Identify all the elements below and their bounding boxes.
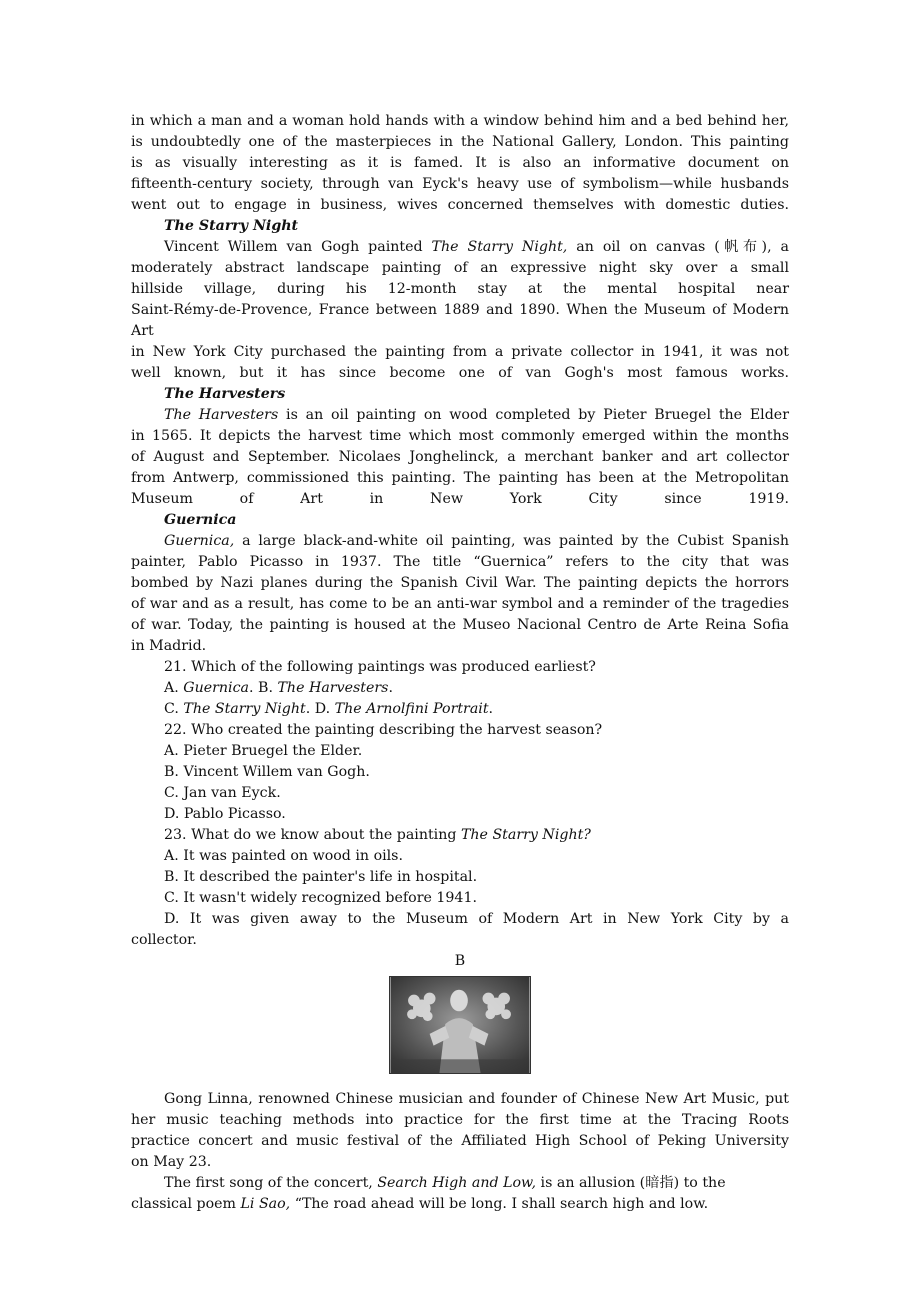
question-23-option: A. It was painted on wood in oils. [164, 848, 403, 864]
guernica-line: Guernica, a large black-and-white oil painting, was painted by the Cubist Spanish [164, 533, 789, 549]
performer-photo [389, 976, 531, 1074]
question-23-stem: 23. What do we know about the painting The Starry Night? [164, 827, 591, 843]
heading-harvesters: The Harvesters [164, 386, 286, 402]
section-b-label: B [454, 953, 466, 969]
question-23-option: B. It described the painter's life in hospital. [164, 869, 478, 885]
question-21-options-ab: A. Guernica. B. The Harvesters. [164, 680, 393, 696]
guernica-line: in Madrid. [131, 638, 207, 654]
starry-line: hillside village, during his 12-month stay at the mental hospital near [131, 281, 789, 297]
paragraph-b2-line: classical poem Li Sao, “The road ahead will be long. I shall search high and low. [131, 1196, 709, 1212]
paragraph-b1-line: on May 23. [131, 1154, 212, 1170]
intro-line: fifteenth-century society, through van Eyck's heavy use of symbolism—while husbands [131, 176, 789, 192]
title-em: The Starry Night, [431, 239, 568, 255]
question-23-option: collector. [131, 932, 197, 948]
question-22-option: B. Vincent Willem van Gogh. [164, 764, 370, 780]
question-23-option: D. It was given away to the Museum of Modern Art in New York City by a [164, 911, 789, 927]
harvesters-line: from Antwerp, commissioned this painting. The painting has been at the Metropolitan [131, 470, 789, 486]
starry-line: Vincent Willem van Gogh painted The Starry Night, an oil on canvas (帆布), a [164, 239, 790, 255]
intro-line: in which a man and a woman hold hands with a window behind him and a bed behind her, [131, 113, 789, 129]
heading-starry-night: The Starry Night [164, 218, 299, 234]
starry-line: well known, but it has since become one of van Gogh's most famous works. [131, 365, 789, 381]
harvesters-line: of August and September. Nicolaes Jonghelinck, a merchant banker and art collector [131, 449, 789, 465]
guernica-line: of war. Today, the painting is housed at the Museo Nacional Centro de Arte Reina Sofia [131, 617, 789, 633]
starry-line: in New York City purchased the painting from a private collector in 1941, it was not [131, 344, 789, 360]
title-em: The Harvesters [164, 407, 279, 423]
paragraph-b1-line: her music teaching methods into practice for the first time at the Tracing Roots [131, 1112, 789, 1128]
question-22-stem: 22. Who created the painting describing the harvest season? [164, 722, 603, 738]
intro-line: is undoubtedly one of the masterpieces in the National Gallery, London. This painting [131, 134, 789, 150]
question-23-option: C. It wasn't widely recognized before 1941. [164, 890, 477, 906]
paragraph-b2-line: The first song of the concert, Search High and Low, is an allusion (暗指) to the [164, 1175, 726, 1191]
intro-line: is as visually interesting as it is famed. It is also an informative document on [131, 155, 789, 171]
heading-guernica: Guernica [164, 512, 237, 528]
harvesters-line: Museum of Art in New York City since 1919. [131, 491, 789, 507]
paragraph-b1-line: Gong Linna, renowned Chinese musician and founder of Chinese New Art Music, put [164, 1091, 789, 1107]
question-21-stem: 21. Which of the following paintings was produced earliest? [164, 659, 596, 675]
document-page [131, 111, 789, 1215]
harvesters-line: The Harvesters is an oil painting on wood completed by Pieter Bruegel the Elder [164, 407, 789, 423]
guernica-line: painter, Pablo Picasso in 1937. The title “Guernica” refers to the city that was [131, 554, 789, 570]
photo-container [131, 976, 789, 1082]
guernica-line: bombed by Nazi planes during the Spanish Civil War. The painting depicts the horrors [131, 575, 789, 591]
question-22-option: D. Pablo Picasso. [164, 806, 286, 822]
intro-line: went out to engage in business, wives concerned themselves with domestic duties. [131, 197, 789, 213]
starry-line: Saint-Rémy-de-Provence, France between 1889 and 1890. When the Museum of Modern Art [131, 302, 789, 339]
paragraph-b1-line: practice concert and music festival of the Affiliated High School of Peking University [131, 1133, 789, 1149]
guernica-line: of war and as a result, has come to be an anti-war symbol and a reminder of the tragedies [131, 596, 789, 612]
title-em: Guernica, [164, 533, 235, 549]
question-22-option: C. Jan van Eyck. [164, 785, 281, 801]
starry-line: moderately abstract landscape painting of an expressive night sky over a small [131, 260, 789, 276]
question-21-options-cd: C. The Starry Night. D. The Arnolfini Portrait. [164, 701, 494, 717]
harvesters-line: in 1565. It depicts the harvest time which most commonly emerged within the months [131, 428, 789, 444]
question-22-option: A. Pieter Bruegel the Elder. [164, 743, 363, 759]
